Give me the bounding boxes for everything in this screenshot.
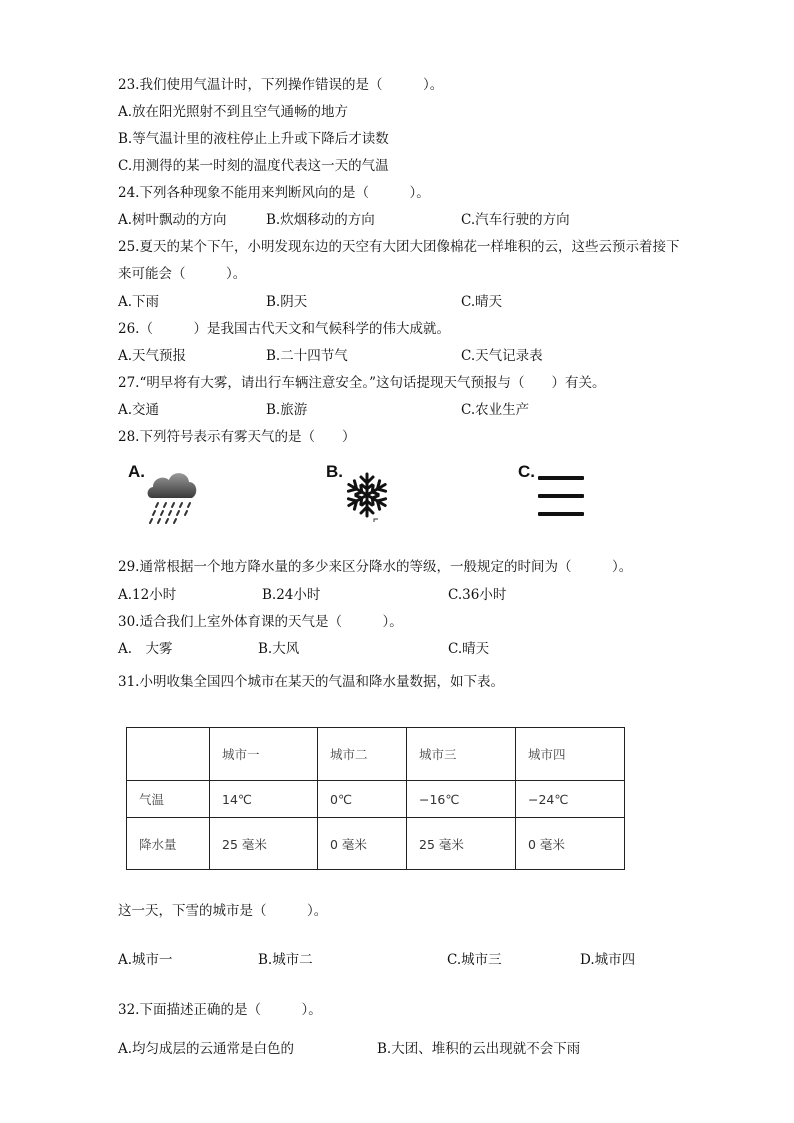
table-cell: 14℃ bbox=[210, 781, 318, 818]
question-30-stem: 30.适合我们上室外体育课的天气是（ ）。 bbox=[118, 614, 403, 630]
table-cell bbox=[127, 728, 210, 781]
q23-option-c: C.用测得的某一时刻的温度代表这一天的气温 bbox=[118, 158, 389, 174]
q27-option-c: C.农业生产 bbox=[461, 402, 530, 418]
q26-option-b: B.二十四节气 bbox=[266, 348, 348, 364]
q30-option-b: B.大风 bbox=[258, 641, 300, 657]
q23-option-b: B.等气温计里的液柱停止上升或下降后才读数 bbox=[118, 131, 389, 147]
table-row-label: 降水量 bbox=[127, 818, 210, 870]
q29-option-a: A.12小时 bbox=[118, 587, 177, 603]
q23-option-a: A.放在阳光照射不到且空气通畅的地方 bbox=[118, 104, 349, 120]
question-26-stem: 26.（ ）是我国古代天文和气候科学的伟大成就。 bbox=[118, 321, 450, 337]
q31-option-a: A.城市一 bbox=[118, 952, 173, 968]
question-32-stem: 32.下面描述正确的是（ ）。 bbox=[118, 1002, 322, 1018]
q30-option-c: C.晴天 bbox=[448, 641, 490, 657]
question-28-stem: 28.下列符号表示有雾天气的是（ ） bbox=[118, 429, 356, 445]
table-row bbox=[127, 818, 625, 870]
question-31-follow-up: 这一天，下雪的城市是（ ）。 bbox=[118, 903, 328, 919]
q30-option-a: A. 大雾 bbox=[118, 641, 173, 657]
q24-option-a: A.树叶飘动的方向 bbox=[118, 212, 227, 228]
rain-cloud-icon bbox=[144, 466, 200, 524]
q29-option-b: B.24小时 bbox=[262, 587, 321, 603]
question-25-stem-line2: 来可能会（ ）。 bbox=[118, 266, 247, 282]
question-29-stem: 29.通常根据一个地方降水量的多少来区分降水的等级，一般规定的时间为（ ）。 bbox=[118, 559, 633, 575]
question-23-stem: 23.我们使用气温计时，下列操作错误的是（ ）。 bbox=[118, 77, 444, 93]
table-header-cell: 城市一 bbox=[210, 728, 318, 781]
table-cell: 25 毫米 bbox=[407, 818, 516, 870]
q27-option-b: B.旅游 bbox=[266, 402, 308, 418]
table-cell: −24℃ bbox=[516, 781, 625, 818]
table-header-row bbox=[127, 728, 625, 781]
q25-option-a: A.下雨 bbox=[118, 294, 160, 310]
symbol-label-c: C. bbox=[518, 462, 535, 481]
question-27-stem: 27.“明早将有大雾，请出行车辆注意安全。”这句话提现天气预报与（ ）有关。 bbox=[118, 375, 606, 391]
q31-option-c: C.城市三 bbox=[447, 952, 502, 968]
table-header-cell: 城市三 bbox=[407, 728, 516, 781]
q32-option-a: A.均匀成层的云通常是白色的 bbox=[118, 1041, 295, 1057]
symbol-label-b: B. bbox=[326, 462, 343, 481]
question-24-stem: 24.下列各种现象不能用来判断风向的是（ ）。 bbox=[118, 185, 430, 201]
q26-option-c: C.天气记录表 bbox=[461, 348, 543, 364]
q31-option-d: D.城市四 bbox=[580, 952, 636, 968]
q32-option-b: B.大团、堆积的云出现就不会下雨 bbox=[377, 1041, 581, 1057]
table-header-cell: 城市四 bbox=[516, 728, 625, 781]
symbol-label-a: A. bbox=[128, 462, 145, 481]
q24-option-b: B.炊烟移动的方向 bbox=[266, 212, 375, 228]
q26-option-a: A.天气预报 bbox=[118, 348, 187, 364]
q27-option-a: A.交通 bbox=[118, 402, 160, 418]
q25-option-c: C.晴天 bbox=[461, 294, 503, 310]
table-cell: 0 毫米 bbox=[516, 818, 625, 870]
table-row-label: 气温 bbox=[127, 781, 210, 818]
q24-option-c: C.汽车行驶的方向 bbox=[461, 212, 570, 228]
table-row bbox=[127, 781, 625, 818]
fog-lines-icon bbox=[536, 472, 586, 520]
q31-option-b: B.城市二 bbox=[258, 952, 313, 968]
table-header-cell: 城市二 bbox=[318, 728, 407, 781]
question-31-stem: 31.小明收集全国四个城市在某天的气温和降水量数据，如下表。 bbox=[118, 674, 504, 690]
table-cell: 25 毫米 bbox=[210, 818, 318, 870]
weather-data-table bbox=[126, 727, 625, 870]
table-cell: 0 毫米 bbox=[318, 818, 407, 870]
table-cell: −16℃ bbox=[407, 781, 516, 818]
question-25-stem-line1: 25.夏天的某个下午，小明发现东边的天空有大团大团像棉花一样堆积的云，这些云预示着接下 bbox=[118, 239, 680, 255]
table-cell: 0℃ bbox=[318, 781, 407, 818]
q29-option-c: C.36小时 bbox=[448, 587, 507, 603]
snowflake-icon bbox=[344, 470, 390, 524]
q25-option-b: B.阴天 bbox=[266, 294, 308, 310]
